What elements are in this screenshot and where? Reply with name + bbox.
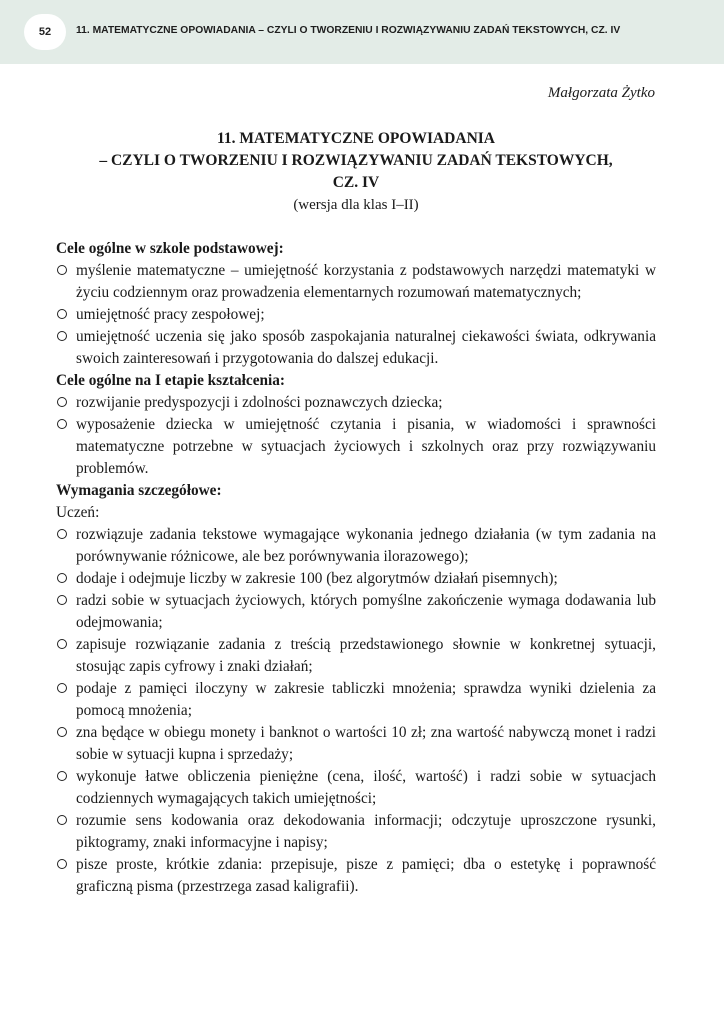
- circle-bullet-icon: [57, 727, 67, 737]
- general-goals-list: [56, 260, 656, 370]
- page-header: [0, 0, 724, 64]
- circle-bullet-icon: [57, 639, 67, 649]
- circle-bullet-icon: [57, 529, 67, 539]
- section-heading-requirements: Wymagania szczegółowe:: [56, 482, 222, 499]
- stage-goals-list: [56, 392, 656, 480]
- list-item: [56, 722, 656, 766]
- list-item: [56, 260, 656, 304]
- section-heading-stage-goals: Cele ogólne na I etapie kształcenia:: [56, 372, 285, 389]
- circle-bullet-icon: [57, 815, 67, 825]
- list-item-text: zapisuje rozwiązanie zadania z treścią przedstawionego słownie w konkretnej sytuacji, stosując zapis cyfrowy i znaki działań;: [76, 636, 656, 675]
- list-item-text: pisze proste, krótkie zdania: przepisuje, pisze z pamięci; dba o estetykę i poprawność graficzną pisma (przestrzega zasad kaligrafii).: [76, 856, 656, 895]
- list-item: [56, 304, 656, 326]
- chapter-title: [56, 128, 656, 216]
- list-item: [56, 590, 656, 634]
- list-item: [56, 810, 656, 854]
- list-item: [56, 678, 656, 722]
- list-item: [56, 524, 656, 568]
- list-item-text: umiejętność uczenia się jako sposób zaspokajania naturalnej ciekawości świata, odkrywania swoich zainteresowań i przygotowania do dalszej edukacji.: [76, 328, 656, 367]
- circle-bullet-icon: [57, 265, 67, 275]
- list-item-text: podaje z pamięci iloczyny w zakresie tabliczki mnożenia; sprawdza wyniki dzielenia za pomocą mnożenia;: [76, 680, 656, 719]
- page-content: [56, 238, 656, 898]
- list-item-text: radzi sobie w sytuacjach życiowych, których pomyślne zakończenie wymaga dodawania lub odejmowania;: [76, 592, 656, 631]
- circle-bullet-icon: [57, 683, 67, 693]
- title-line-2: – CZYLI O TWORZENIU I ROZWIĄZYWANIU ZADAŃ TEKSTOWYCH,: [99, 152, 613, 169]
- list-item: [56, 414, 656, 480]
- running-title: 11. MATEMATYCZNE OPOWIADANIA – CZYLI O TWORZENIU I ROZWIĄZYWANIU ZADAŃ TEKSTOWYCH, CZ. IV: [76, 25, 621, 36]
- circle-bullet-icon: [57, 397, 67, 407]
- section-heading-general-goals: Cele ogólne w szkole podstawowej:: [56, 240, 284, 257]
- chapter-subtitle: (wersja dla klas I–II): [293, 197, 419, 213]
- circle-bullet-icon: [57, 771, 67, 781]
- circle-bullet-icon: [57, 595, 67, 605]
- list-item-text: umiejętność pracy zespołowej;: [76, 306, 265, 323]
- list-item: [56, 766, 656, 810]
- list-item: [56, 634, 656, 678]
- list-item-text: wykonuje łatwe obliczenia pieniężne (cena, ilość, wartość) i radzi sobie w sytuacjach codziennych wymagających takich umiejętności;: [76, 768, 656, 807]
- page-number: 52: [24, 14, 66, 50]
- requirements-list: [56, 524, 656, 898]
- circle-bullet-icon: [57, 309, 67, 319]
- list-item-text: rozwijanie predyspozycji i zdolności poznawczych dziecka;: [76, 394, 443, 411]
- list-item: [56, 854, 656, 898]
- list-item-text: rozwiązuje zadania tekstowe wymagające wykonania jednego działania (w tym zadania na porównywanie różnicowe, ale bez porównywania ilorazowego);: [76, 526, 656, 565]
- list-item-text: rozumie sens kodowania oraz dekodowania informacji; odczytuje uproszczone rysunki, piktogramy, znaki informacyjne i napisy;: [76, 812, 656, 851]
- list-item: [56, 392, 656, 414]
- list-item-text: myślenie matematyczne – umiejętność korzystania z podstawowych narzędzi matematyki w życiu codziennym oraz prowadzenia elementarnych rozumowań matematycznych;: [76, 262, 656, 301]
- circle-bullet-icon: [57, 859, 67, 869]
- author-name: Małgorzata Żytko: [547, 85, 655, 101]
- circle-bullet-icon: [57, 331, 67, 341]
- list-item: [56, 326, 656, 370]
- list-item-text: zna będące w obiegu monety i banknot o wartości 10 zł; zna wartość nabywczą monet i radzi sobie w sytuacji kupna i sprzedaży;: [76, 724, 656, 763]
- title-line-3: CZ. IV: [332, 174, 380, 191]
- title-line-1: 11. MATEMATYCZNE OPOWIADANIA: [216, 130, 495, 147]
- list-item: [56, 568, 656, 590]
- list-item-text: wyposażenie dziecka w umiejętność czytania i pisania, w wiadomości i sprawności matematyczne potrzebne w sytuacjach życiowych i szkolnych oraz przy rozwiązywaniu problemów.: [76, 416, 656, 477]
- requirements-intro: Uczeń:: [56, 504, 100, 521]
- list-item-text: dodaje i odejmuje liczby w zakresie 100 (bez algorytmów działań pisemnych);: [76, 570, 558, 587]
- circle-bullet-icon: [57, 419, 67, 429]
- circle-bullet-icon: [57, 573, 67, 583]
